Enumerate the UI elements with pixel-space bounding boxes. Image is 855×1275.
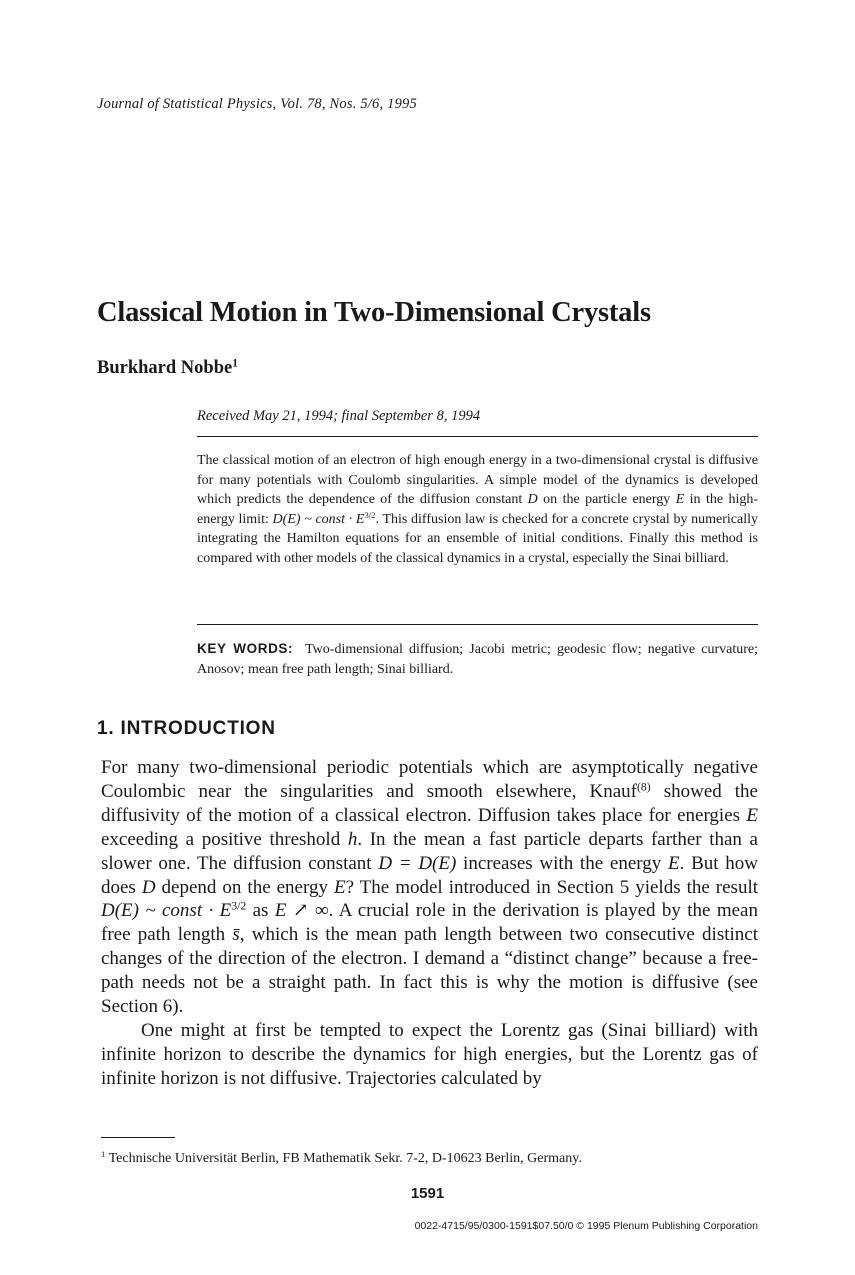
symbol-D: D (527, 492, 538, 508)
received-dates: Received May 21, 1994; final September 8, 1994 (197, 408, 481, 424)
abstract-exponent: 3/2 (364, 510, 376, 521)
abstract-top-rule (197, 436, 758, 437)
abstract-text-1: The classical motion of an electron of high enough energy in a two-dimensional crystal is diffusive for many potentials with Coulomb singularities. A simple model of the dynamics is developed which predicts the dependence of the diffusion constant (197, 453, 758, 508)
symbol-E: E (675, 492, 685, 508)
text-run: as (246, 900, 275, 922)
symbol-D: D (141, 876, 156, 898)
abstract-bottom-rule (197, 624, 758, 625)
text-run: depend on the energy (155, 876, 334, 898)
keywords-text: Two-dimensional diffusion; Jacobi metric; geodesic flow; negative curvature; Anosov; mean free path length; Sinai billiard. (197, 642, 758, 677)
symbol-s-bar: s̄ (232, 924, 240, 946)
body-text (101, 756, 758, 1091)
text-run: , which is the mean path length between two consecutive distinct changes of the direction of the electron. I demand a “distinct change” because a free-path needs not be a straight path. In fact this is why the motion is diffusive (see Section 6). (101, 924, 758, 1018)
abstract (197, 451, 758, 569)
text-run: For many two-dimensional periodic potentials which are asymptotically negative Coulombic near the singularities and smooth elsewhere, Knauf (101, 757, 758, 802)
section-heading: 1. INTRODUCTION (97, 718, 276, 739)
footnote-rule (101, 1137, 175, 1138)
abstract-text-2: on the particle energy (537, 492, 676, 508)
formula-diffusion-law: D(E) ~ const · E (101, 900, 232, 922)
text-run: showed the diffusivity of the motion of a classical electron. Diffusion takes place for energies (101, 780, 758, 826)
journal-citation: Journal of Statistical Physics, Vol. 78, Nos. 5/6, 1995 (97, 96, 417, 112)
text-run: . But how does (101, 852, 758, 898)
author-line (97, 358, 238, 379)
paragraph-2: One might at first be tempted to expect the Lorentz gas (Sinai billiard) with infinite horizon to describe the dynamics for high energies, but the Lorentz gas of infinite horizon is not diffusive. Trajectories calculated by (101, 1019, 758, 1089)
symbol-h: h (347, 828, 358, 850)
formula-D-of-E: D = D(E) (378, 852, 457, 874)
author-name: Burkhard Nobbe (97, 358, 233, 378)
citation-ref-8: (8) (636, 780, 651, 794)
footnote-text: Technische Universität Berlin, FB Mathematik Sekr. 7-2, D-10623 Berlin, Germany. (105, 1151, 582, 1166)
footnote (101, 1151, 582, 1167)
copyright-line: 0022-4715/95/0300-1591$07.50/0 © 1995 Plenum Publishing Corporation (414, 1220, 758, 1232)
symbol-E: E (333, 876, 346, 898)
abstract-text-3: in the high-energy limit: (197, 492, 758, 527)
author-footnote-mark: 1 (232, 357, 238, 370)
paper-title: Classical Motion in Two-Dimensional Crystals (97, 297, 651, 328)
paragraph-1 (101, 756, 758, 1019)
abstract-text-4: . This diffusion law is checked for a concrete crystal by numerically integrating the Hamilton equations for an ensemble of initial conditions. Finally this method is compared with other models of the classical dynamics in a crystal, especially the Sinai billiard. (197, 511, 758, 566)
formula-limit: E ↗ ∞ (274, 900, 329, 922)
text-run: ? The model introduced in Section 5 yields the result (345, 876, 759, 898)
symbol-E: E (667, 852, 680, 874)
abstract-formula: D(E) ~ const · E (272, 511, 365, 527)
footnote-mark: 1 (101, 1149, 106, 1160)
text-run: . A crucial role in the derivation is played by the mean free path length (101, 900, 758, 946)
page-number: 1591 (410, 1185, 445, 1202)
text-run: exceeding a positive threshold (101, 828, 348, 850)
formula-exponent: 3/2 (231, 899, 247, 913)
keywords (197, 639, 758, 679)
text-run: . In the mean a fast particle departs farther than a slower one. The diffusion constant (101, 828, 758, 874)
symbol-E: E (746, 804, 758, 826)
keywords-label: KEY WORDS: (197, 641, 294, 656)
text-run: increases with the energy (456, 852, 668, 874)
